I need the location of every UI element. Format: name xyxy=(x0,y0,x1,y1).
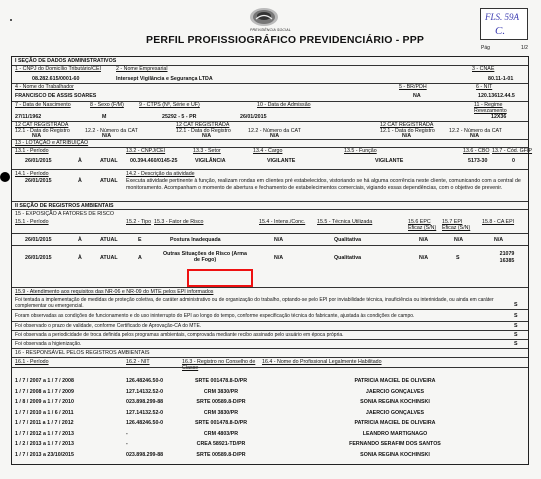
empresa-label: 2 - Nome Empresarial xyxy=(116,66,168,72)
rule xyxy=(12,209,528,210)
prof-head-desc: 14.2 - Descrição da atividade xyxy=(126,171,195,177)
resp-head-periodo: 16.1 - Período xyxy=(15,359,49,365)
risk-head-fator: 15.3 - Fator de Risco xyxy=(154,219,204,225)
resp-registro: SRTE 00589.8-D/PR xyxy=(196,451,246,458)
cat-data-2: 12.1 - Data do Registro xyxy=(176,128,231,134)
lot-a: À xyxy=(78,158,82,164)
cat-data-3: 12.1 - Data do Registro xyxy=(380,128,435,134)
prof-fim: ATUAL xyxy=(100,178,118,184)
resp-periodo: 1 / 7 / 2012 a 1 / 7 / 2013 xyxy=(15,430,74,437)
risk-head-tipo: 15.2 - Tipo xyxy=(126,219,152,225)
risk-head-tecnica: 15.5 - Técnica Utilizada xyxy=(317,219,373,225)
stamp-line-1: FLS. 59A xyxy=(485,12,520,22)
cat-label-2: 12 CAT REGISTRADA xyxy=(176,122,230,128)
resp-nit: 126.48246.50-0 xyxy=(126,378,164,384)
rule xyxy=(12,245,528,246)
check-1-text: Foi tentada a implementação de medidas de proteção coletiva, de caráter administrativo ou de organização do trabalho, optando-se pelo EPI por inviabilidade técnica, insuficiência ou interinidade, ou ainda em caráter complementar ou emergencial. xyxy=(15,297,494,309)
check-3-value: S xyxy=(514,323,518,329)
resp-nome: LEANDRO MARTIGNAGO xyxy=(362,430,428,437)
resp-nit: 023.898.299-88 xyxy=(126,399,164,405)
resp-periodo: 1 / 7 / 2013 a 23/10/2015 xyxy=(15,451,74,458)
sexo-value: M xyxy=(102,114,107,120)
rule xyxy=(12,339,528,340)
lot-inicio: 26/01/2015 xyxy=(25,158,52,164)
rule xyxy=(12,233,528,234)
resp-periodo: 1 / 7 / 2011 a 1 / 7 / 2012 xyxy=(15,420,74,426)
risk2-inicio: 26/01/2015 xyxy=(25,255,52,261)
section-ambiental-title: II SEÇÃO DE REGISTROS AMBIENTAIS xyxy=(15,203,114,209)
lot-head-cnpj: 13.2 - CNPJ/CEI xyxy=(126,148,166,154)
lot-cargo: VIGILANTE xyxy=(267,158,296,164)
lot-gfip: 0 xyxy=(512,158,515,164)
resp-nome: JAERCIO GONÇALVES xyxy=(365,409,425,416)
resp-registro: CREA 58921-TD/PR xyxy=(196,441,246,447)
stamp-line-2: C. xyxy=(495,25,506,37)
resp-nit: - xyxy=(126,441,128,447)
risk-head-epc: 15.6 EPC Eficaz (S/N) xyxy=(408,219,437,231)
resp-registro: CRM 3830/PR xyxy=(203,409,239,416)
regime-value: 12X36 xyxy=(491,114,507,120)
exposicao-title: 15 - EXPOSIÇÃO A FATORES DE RISCO xyxy=(15,211,115,217)
cat-na: N/A xyxy=(402,133,412,139)
cnae-value: 80.11-1-01 xyxy=(488,76,514,82)
risk-head-intens: 15.4 - Intens./Conc. xyxy=(259,219,306,225)
risk1-epi: N/A xyxy=(454,237,464,243)
rule xyxy=(12,169,528,170)
resp-registro: CRM 4803/PR xyxy=(203,430,239,437)
resp-periodo: 1 / 7 / 2010 a 1 / 6 / 2011 xyxy=(15,409,74,416)
risk-head-ca: 15.8 - CA EPI xyxy=(482,219,515,225)
resp-registro: SRTE 00589.8-D/PR xyxy=(196,399,246,405)
risk1-tipo: E xyxy=(138,237,142,243)
rule xyxy=(12,83,528,84)
cat-na: N/A xyxy=(470,133,480,139)
rule xyxy=(12,357,528,358)
risk-head-epi: 15.7 EPI Eficaz (S/N) xyxy=(442,219,471,231)
check-1-value: S xyxy=(514,302,518,308)
rule xyxy=(12,321,528,322)
cat-num-2: 12.2 - Número da CAT xyxy=(248,128,301,134)
rule xyxy=(12,121,528,122)
lot-head-funcao: 13.5 - Função xyxy=(344,148,377,154)
admissao-value: 26/01/2015 xyxy=(240,114,267,120)
lot-head-setor: 13.3 - Setor xyxy=(193,148,221,154)
scan-dot xyxy=(10,19,12,21)
lot-head-cbo: 13.6 - CBO xyxy=(463,148,490,154)
cat-label-1: 12 CAT REGISTRADA xyxy=(15,122,69,128)
page-label: Pág xyxy=(481,45,490,51)
resp-head-registro: 16.3 - Registro no Conselho de Classe xyxy=(182,359,256,371)
resp-periodo: 1 / 7 / 2007 a 1 / 7 / 2008 xyxy=(15,378,74,384)
previdencia-logo-icon xyxy=(236,6,292,28)
resp-registro: SRTE 001478.8-D/PR xyxy=(194,420,248,426)
resp-nome: SONIA REGINA KOCHINSKI xyxy=(360,451,430,458)
cat-num-3: 12.2 - Número da CAT xyxy=(449,128,502,134)
cat-na: N/A xyxy=(32,133,42,139)
lot-head-gfip: 13.7 - Cód. GFIP xyxy=(492,148,533,154)
check-4-value: S xyxy=(514,332,518,338)
rule xyxy=(12,348,528,349)
nit-label: 6 - NIT xyxy=(476,84,493,90)
lot-cnpj: 00.394.460/0145-25 xyxy=(130,158,178,164)
risk1-a: À xyxy=(78,237,82,243)
cat-data-1: 12.1 - Data do Registro xyxy=(15,128,70,134)
rule xyxy=(12,139,528,140)
risk2-intens: N/A xyxy=(274,255,284,261)
lot-setor: VIGILÂNCIA xyxy=(195,158,226,164)
risk2-ca: 21079 16385 xyxy=(499,251,515,264)
resp-nit: 127.14132.52-0 xyxy=(126,388,164,395)
page-stamp xyxy=(480,8,528,40)
risk2-tipo: A xyxy=(138,255,142,261)
prof-head-periodo: 14.1 - Período xyxy=(15,171,49,177)
prof-inicio: 26/01/2015 xyxy=(25,178,52,184)
br-value: NA xyxy=(413,93,421,99)
risk1-fim: ATUAL xyxy=(100,237,118,243)
nascimento-label: 7 - Data de Nascimento xyxy=(15,102,71,108)
br-label: 5 - BR/PDH xyxy=(399,84,427,90)
empresa-value: Intersept Vigilância e Segurança LTDA xyxy=(116,76,213,82)
lot-fim: ATUAL xyxy=(100,158,118,164)
trabalhador-value: FRANCISCO DE ASSIS SOARES xyxy=(15,93,97,99)
resp-nome: SONIA REGINA KOCHINSKI xyxy=(360,399,430,405)
resp-nome: PATRICIA MACIEL DE OLIVEIRA xyxy=(354,420,436,426)
rule xyxy=(12,330,528,331)
risk2-epc: N/A xyxy=(419,255,429,261)
risk1-tecnica: Qualitativa xyxy=(334,237,362,243)
resp-registro: CRM 3830/PR xyxy=(203,388,239,395)
resp-periodo: 1 / 7 / 2008 a 1 / 7 / 2009 xyxy=(15,388,74,395)
highlight-box-arma-de-fogo xyxy=(187,269,253,287)
check-5-value: S xyxy=(514,341,518,347)
risk2-fator: Outras Situações de Risco (Arma de Fogo) xyxy=(163,251,247,263)
cat-num-1: 12.2 - Número da CAT xyxy=(85,128,138,134)
resp-nit: - xyxy=(126,430,128,437)
cnpj-value: 08.282.615/0001-60 xyxy=(32,76,80,82)
resp-periodo: 1 / 8 / 2009 a 1 / 7 / 2010 xyxy=(15,399,74,405)
rule xyxy=(12,309,528,310)
nascimento-value: 27/11/1962 xyxy=(15,114,42,120)
item-15-9: 15.9 - Atendimento aos requisitos das NR-06 e NR-09 do MTE pelos EPI informados xyxy=(15,289,214,295)
risk2-fim: ATUAL xyxy=(100,255,118,261)
resp-head-nit: 16.2 - NIT xyxy=(126,359,150,365)
section-admin-title: I SEÇÃO DE DADOS ADMINISTRATIVOS xyxy=(15,58,117,64)
cat-na: N/A xyxy=(202,133,212,139)
resp-head-nome: 16.4 - Nome do Profissional Legalmente Habilitado xyxy=(262,359,382,365)
document-title: PERFIL PROFISSIOGRÁFICO PREVIDENCIÁRIO - PPP xyxy=(146,34,425,46)
risk-head-periodo: 15.1 - Período xyxy=(15,219,49,225)
risk1-ca: N/A xyxy=(494,237,504,243)
cnae-label: 3 - CNAE xyxy=(472,66,495,72)
check-5-text: Foi observada a higienização. xyxy=(15,341,82,347)
risk2-a: À xyxy=(78,255,82,261)
resp-nit: 127.14132.52-0 xyxy=(126,409,164,416)
lot-head-cargo: 13.4 - Cargo xyxy=(253,148,283,154)
form-grid xyxy=(11,56,533,465)
cat-na: N/A xyxy=(102,133,112,139)
resp-nome: PATRICIA MACIEL DE OLIVEIRA xyxy=(354,378,436,384)
risk1-fator: Postura Inadequada xyxy=(170,237,221,243)
risk1-epc: N/A xyxy=(419,237,429,243)
resp-periodo: 1 / 2 / 2013 a 1 / 7 / 2013 xyxy=(15,441,74,447)
page-number: 1/2 xyxy=(521,45,528,51)
trabalhador-label: 4 - Nome do Trabalhador xyxy=(15,84,74,90)
resp-nome: JAERCIO GONÇALVES xyxy=(365,388,425,395)
risk1-intens: N/A xyxy=(274,237,284,243)
nit-value: 120.13612.44.5 xyxy=(478,93,515,99)
rule xyxy=(12,367,528,368)
resp-nit: 126.48246.50-0 xyxy=(126,420,164,426)
institution-name: PREVIDÊNCIA SOCIAL xyxy=(249,28,291,32)
rule xyxy=(12,201,528,202)
resp-nome: FERNANDO SERAFIM DOS SANTOS xyxy=(349,441,441,447)
resp-nit: 023.898.299-88 xyxy=(126,451,164,458)
check-4-text: Foi observada a periodicidade de troca definida pelos programas ambientais, comprovada mediante recibo assinado pelo usuário em época própria. xyxy=(15,332,344,338)
regime-label: 11 - Regime Revezamento xyxy=(474,102,507,114)
sexo-label: 8 - Sexo (F/M) xyxy=(90,102,124,108)
rule xyxy=(12,287,528,288)
cat-na: N/A xyxy=(270,133,280,139)
filled-circle-marker xyxy=(0,172,10,182)
check-2-value: S xyxy=(514,313,518,319)
check-2-text: Foram observadas as condições de funcionamento e do uso ininterrupto do EPI ao longo do tempo, conforme especificação técnica do fabricante, ajustada às condições de campo. xyxy=(15,313,415,319)
cnpj-label: 1 - CNPJ do Domicílio Tributário/CEI xyxy=(15,66,101,72)
lot-cbo: 5173-30 xyxy=(468,158,488,164)
lot-funcao: VIGILANTE xyxy=(375,158,404,164)
check-3-text: Foi observado o prazo de validade, conforme Certificado de Aprovação-CA do MTE. xyxy=(15,323,202,329)
lot-head-periodo: 13.1 - Período xyxy=(15,148,49,154)
lotacao-title: 13 - LOTAÇÃO e ATRIBUIÇÃO xyxy=(15,140,89,146)
prof-a: À xyxy=(78,178,82,184)
responsavel-title: 16 - RESPONSÁVEL PELOS REGISTROS AMBIENTAIS xyxy=(15,350,150,356)
ctps-value: 25292 - 5 - PR xyxy=(162,114,197,120)
risk2-tecnica: Qualitativa xyxy=(334,255,362,261)
prof-description: Executa atividade pertinente à função, realizam rondas em clientes pré estabelecidos, vistoriando se há alguma ocorrência neste cliente, comunicando com a central de monitoramento. Acompanham o momento de abertura e fechamento de estabelecimentos comerciais, vigiando essas dependências, com o objetivo de prevenir. xyxy=(126,178,521,191)
admissao-label: 10 - Data de Admissão xyxy=(257,102,311,108)
risk2-epi: S xyxy=(456,255,460,261)
cat-label-3: 12 CAT REGISTRADA xyxy=(380,122,434,128)
resp-registro: SRTE 001478.8-D/PR xyxy=(194,378,248,384)
risk1-inicio: 26/01/2015 xyxy=(25,237,52,243)
ctps-label: 9 - CTPS (Nº, Série e UF) xyxy=(139,102,200,108)
